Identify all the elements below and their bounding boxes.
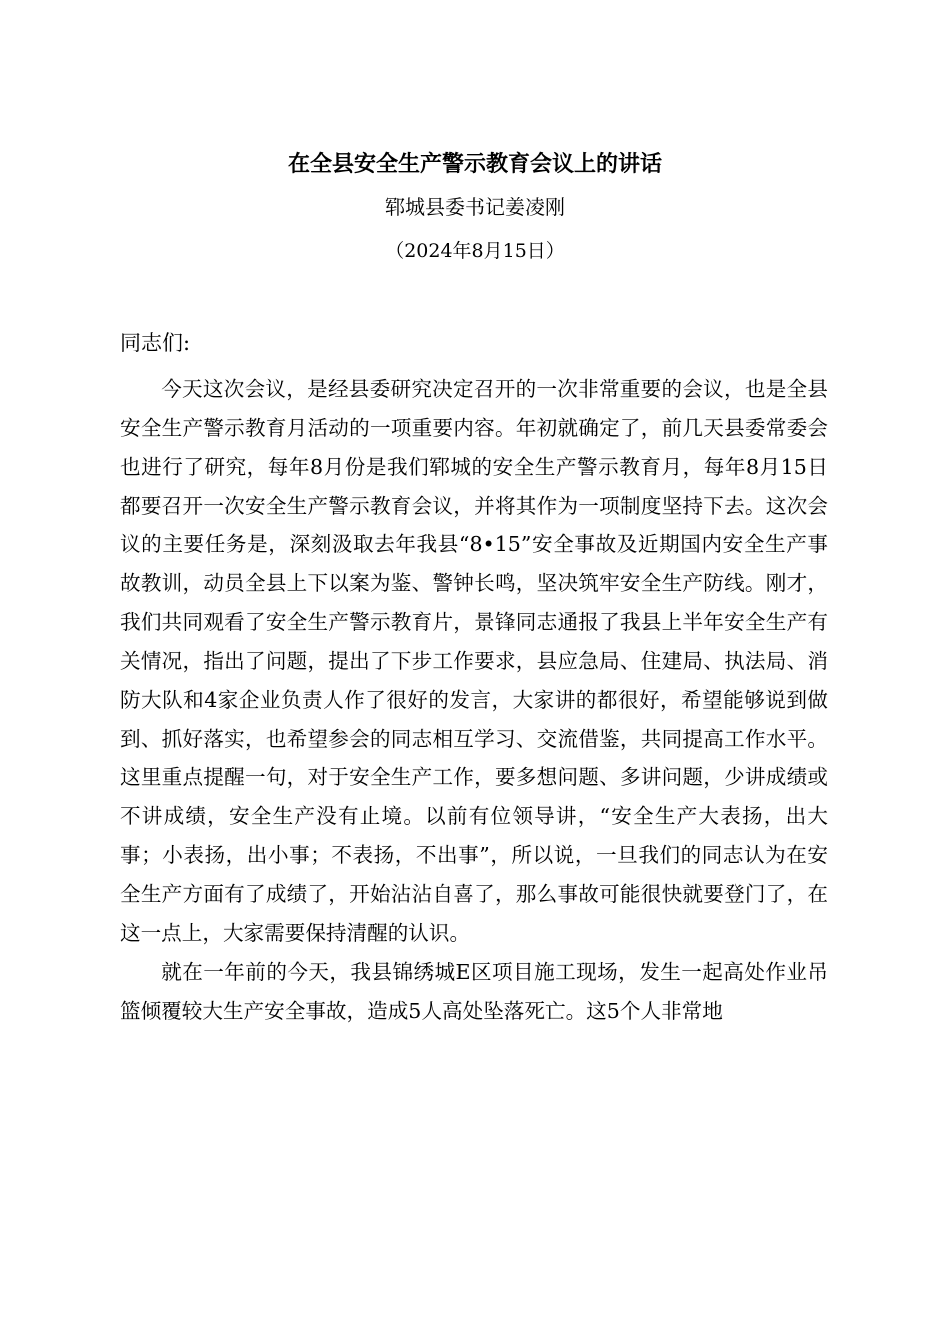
document-title: 在全县安全生产警示教育会议上的讲话 <box>287 151 662 177</box>
paragraph: 就在一年前的今天，我县锦绣城E区项目施工现场，发生一起高处作业吊篮倾覆较大生产安全事故，造成5人高处坠落死亡。这5个人非常地 <box>120 959 828 1023</box>
body-text <box>120 370 828 1030</box>
paragraph: 今天这次会议，是经县委研究决定召开的一次非常重要的会议，也是全县安全生产警示教育月活动的一项重要内容。年初就确定了，前几天县委常委会也进行了研究，每年8月份是我们郓城的安全生产警示教育月，每年8月15日都要召开一次安全生产警示教育会议，并将其作为一项制度坚持下去。这次会议的主要任务是，深刻汲取去年我县“8•15”安全事故及近期国内安全生产事故教训，动员全县上下以案为鉴、警钟长鸣，坚决筑牢安全生产防线。刚才，我们共同观看了安全生产警示教育片，景锋同志通报了我县上半年安全生产有关情况，指出了问题，提出了下步工作要求，县应急局、住建局、执法局、消防大队和4家企业负责人作了很好的发言，大家讲的都很好，希望能够说到做到、抓好落实，也希望参会的同志相互学习、交流借鉴，共同提高工作水平。这里重点提醒一句，对于安全生产工作，要多想问题、多讲问题，少讲成绩或不讲成绩，安全生产没有止境。以前有位领导讲，“安全生产大表扬，出大事；小表扬，出小事；不表扬，不出事”，所以说，一旦我们的同志认为在安全生产方面有了成绩了，开始沾沾自喜了，那么事故可能很快就要登门了，在这一点上，大家需要保持清醒的认识。 <box>120 377 828 945</box>
document-author: 郓城县委书记姜凌刚 <box>385 195 565 219</box>
salutation: 同志们: <box>120 331 191 355</box>
document-date: （2024年8月15日） <box>385 240 565 262</box>
